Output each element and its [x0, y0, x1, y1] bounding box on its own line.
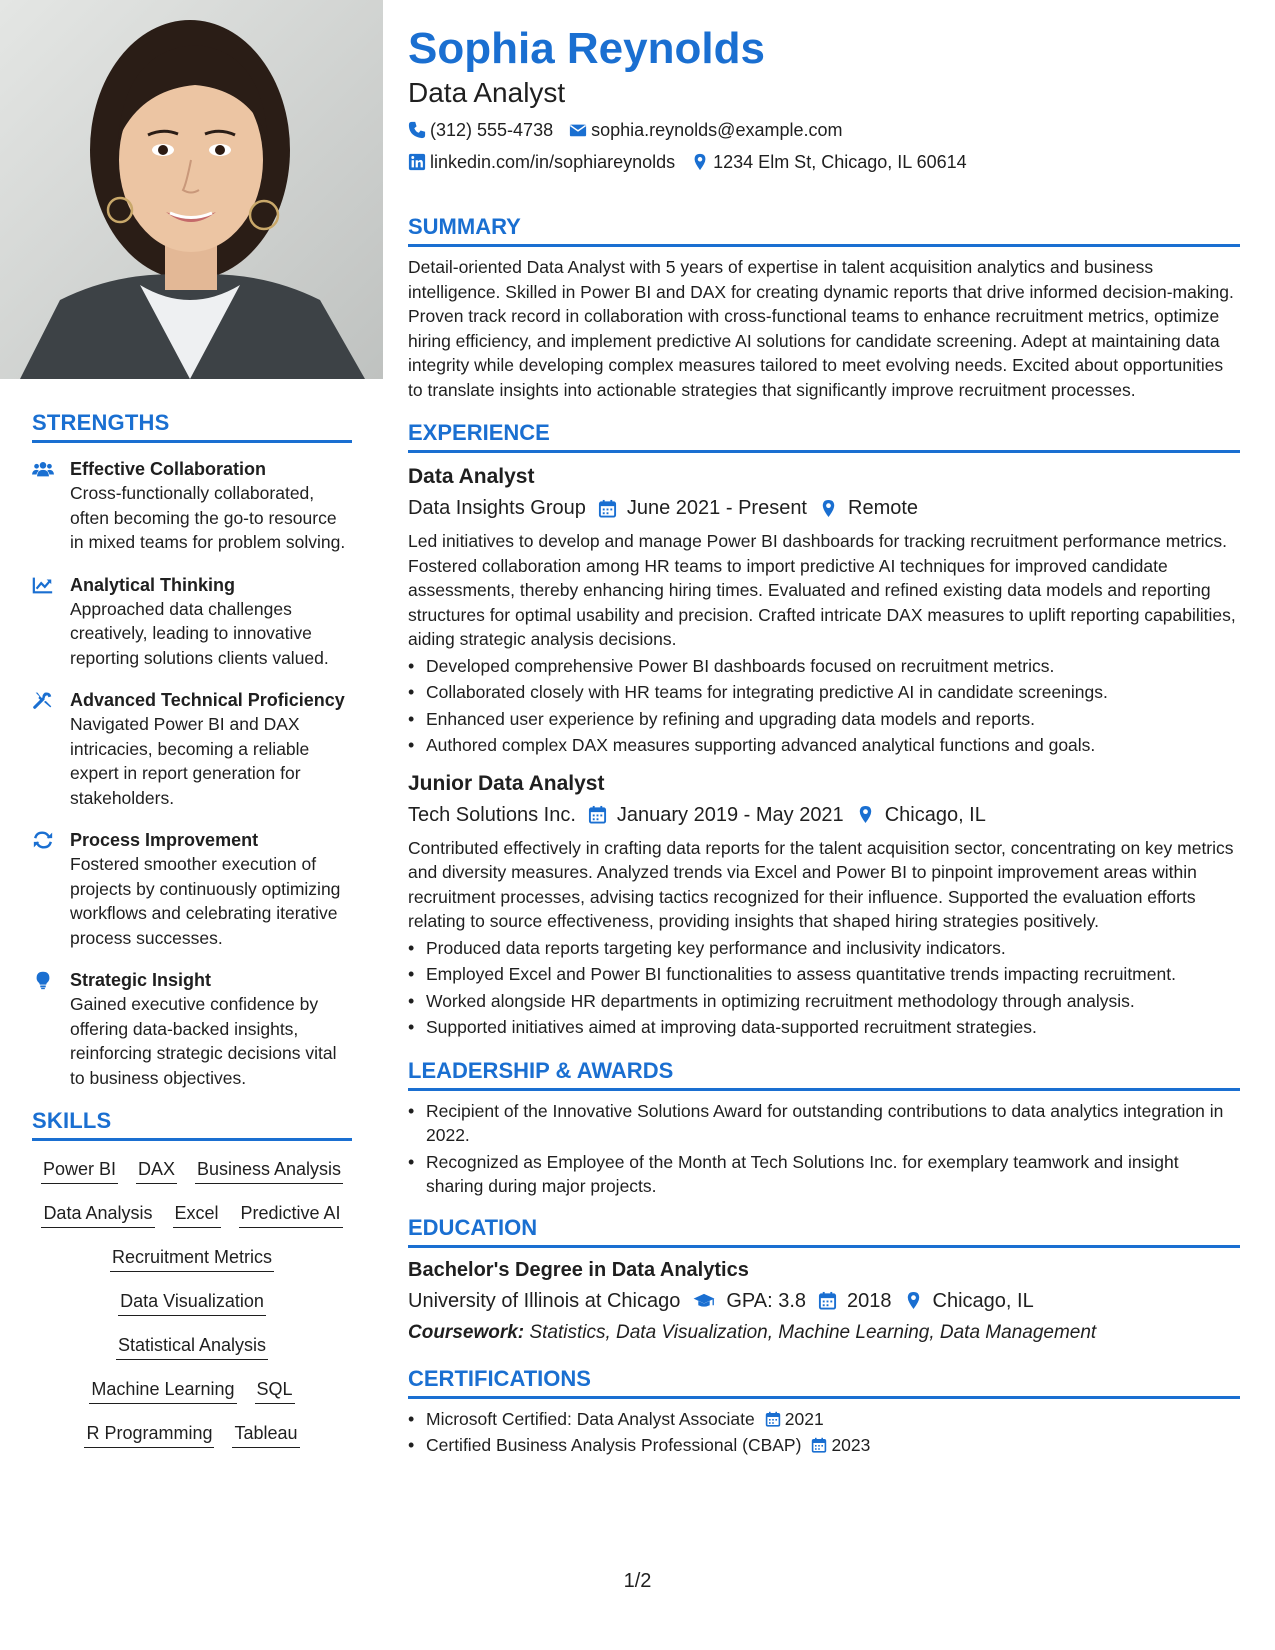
- skill-row: [116, 1333, 268, 1360]
- calendar-icon: [765, 1411, 781, 1427]
- page-number: 1/2: [623, 1570, 652, 1592]
- strength-desc: Gained executive confidence by offering data-backed insights, reinforcing strategic decisions vital to business objectives.: [70, 994, 337, 1088]
- list-item: • Recognized as Employee of the Month at Tech Solutions Inc. for exemplary teamwork and insight sharing during major projects.: [408, 1150, 1240, 1199]
- job-dates: [588, 800, 844, 830]
- list-item: • Recipient of the Innovative Solutions Award for outstanding contributions to data analytics integration in 2022.: [408, 1099, 1240, 1148]
- skill-tag: Statistical Analysis: [116, 1333, 268, 1360]
- strength-item: [32, 573, 352, 671]
- strength-title: Effective Collaboration: [70, 459, 267, 479]
- skill-tag: Data Analysis: [41, 1201, 154, 1228]
- school-location-text: Chicago, IL: [932, 1289, 1034, 1312]
- tools-icon: [32, 688, 70, 810]
- job-entry: [408, 463, 1240, 758]
- cert-name: • Certified Business Analysis Professional (CBAP): [426, 1435, 802, 1455]
- list-item: • Developed comprehensive Power BI dashboards focused on recruitment metrics.: [408, 654, 1240, 679]
- job-dates: [598, 493, 807, 523]
- list-item: • Enhanced user experience by refining and upgrading data models and reports.: [408, 707, 1240, 732]
- job-entry: [408, 770, 1240, 1040]
- leadership-section: [408, 1058, 1240, 1199]
- map-marker-icon: [691, 153, 709, 171]
- cert-year: 2021: [784, 1408, 824, 1429]
- skill-tag: Excel: [173, 1201, 221, 1228]
- users-icon: [32, 457, 70, 555]
- job-bullets: [408, 654, 1240, 758]
- leadership-list: [408, 1099, 1240, 1199]
- strength-title: Process Improvement: [70, 830, 259, 850]
- gpa-text: GPA: 3.8: [726, 1289, 807, 1312]
- email-contact[interactable]: [569, 114, 842, 146]
- list-item: • Worked alongside HR departments in optimizing recruitment methodology through analysis.: [408, 989, 1240, 1014]
- cert-date: [765, 1407, 824, 1432]
- skill-tag: Predictive AI: [239, 1201, 343, 1228]
- list-item: • Produced data reports targeting key performance and inclusivity indicators.: [408, 936, 1240, 961]
- calendar-icon: [811, 1437, 827, 1453]
- list-item: • Supported initiatives aimed at improving data-supported recruitment strategies.: [408, 1015, 1240, 1040]
- job-bullets: [408, 936, 1240, 1040]
- skill-tag: SQL: [255, 1377, 295, 1404]
- skill-tag: Power BI: [41, 1157, 118, 1184]
- map-marker-icon: [904, 1291, 923, 1310]
- cert-name: • Microsoft Certified: Data Analyst Associate: [426, 1408, 755, 1429]
- candidate-role: Data Analyst: [408, 77, 566, 108]
- linkedin-icon: [408, 153, 426, 171]
- strength-item: [32, 968, 352, 1090]
- job-meta: [408, 800, 1240, 830]
- skill-row: [41, 1201, 342, 1228]
- contact-row: [408, 114, 1240, 146]
- strength-title: Advanced Technical Proficiency: [70, 690, 345, 710]
- experience-title: EXPERIENCE: [408, 420, 1240, 453]
- calendar-icon: [598, 499, 617, 518]
- strength-title: Strategic Insight: [70, 970, 212, 990]
- strengths-list: [32, 457, 352, 1090]
- skill-tag: Machine Learning: [89, 1377, 236, 1404]
- skill-row: [89, 1377, 294, 1404]
- summary-title: SUMMARY: [408, 214, 1240, 247]
- strength-desc: Fostered smoother execution of projects by continuously optimizing workflows and celebrating iterative process successes.: [70, 854, 341, 948]
- list-item: [408, 1407, 1240, 1432]
- lightbulb-icon: [32, 968, 70, 1090]
- address-text: 1234 Elm St, Chicago, IL 60614: [713, 152, 967, 172]
- job-title: Junior Data Analyst: [408, 771, 605, 795]
- list-item: • Authored complex DAX measures supporting advanced analytical functions and goals.: [408, 733, 1240, 758]
- strengths-title: STRENGTHS: [32, 410, 352, 443]
- certifications-title: CERTIFICATIONS: [408, 1366, 1240, 1399]
- leadership-title: LEADERSHIP & AWARDS: [408, 1058, 1240, 1091]
- coursework-text: Statistics, Data Visualization, Machine Learning, Data Management: [529, 1321, 1097, 1343]
- strength-item: [32, 688, 352, 810]
- cert-date: [811, 1433, 870, 1458]
- job-company: Data Insights Group: [408, 497, 586, 519]
- degree-title: Bachelor's Degree in Data Analytics: [408, 1258, 749, 1281]
- profile-photo: [0, 0, 383, 379]
- job-description: Contributed effectively in crafting data reports for the talent acquisition sector, concentrating on key metrics and diversity measures. Analyzed trends via Excel and Power BI to pinpoint improvement areas within recruitment processes, advising tactics recognized for their influence. Supported the evaluation efforts relating to source effectiveness, providing insights that shaped hiring strategies positively.: [408, 837, 1234, 931]
- strength-desc: Navigated Power BI and DAX intricacies, becoming a reliable expert in report generation for stakeholders.: [70, 714, 310, 808]
- job-meta: [408, 493, 1240, 523]
- phone-icon: [408, 121, 426, 139]
- left-content: [32, 410, 352, 1465]
- school-location: [904, 1286, 1034, 1316]
- skill-tag: Recruitment Metrics: [110, 1245, 274, 1272]
- list-item: • Collaborated closely with HR teams for integrating predictive AI in candidate screenings.: [408, 680, 1240, 705]
- graduation-year-text: 2018: [847, 1289, 892, 1312]
- education-section: [408, 1215, 1240, 1348]
- job-company: Tech Solutions Inc.: [408, 803, 576, 826]
- address-contact: [691, 146, 967, 178]
- strength-desc: Cross-functionally collaborated, often becoming the go-to resource in mixed teams for problem solving.: [70, 483, 346, 552]
- list-item: [408, 1433, 1240, 1458]
- skill-tag: R Programming: [84, 1421, 214, 1448]
- job-dates-text: January 2019 - May 2021: [616, 803, 844, 826]
- phone-text: (312) 555-4738: [430, 120, 554, 140]
- chart-line-icon: [32, 573, 70, 671]
- job-location: [819, 493, 918, 523]
- skill-tag: DAX: [136, 1157, 177, 1184]
- job-title: Data Analyst: [408, 465, 535, 488]
- summary-text: Detail-oriented Data Analyst with 5 years of expertise in talent acquisition analytics and business intelligence. Skilled in Power BI and DAX for creating dynamic reports that drive informed decision-making. Proven track record in collaboration with cross-functional teams to enhance recruitment metrics, optimize hiring efficiency, and implement predictive AI solutions for candidate screening. Adept at maintaining data integrity while developing complex measures tailored to meet evolving needs. Excited about opportunities to translate insights into actionable strategies that significantly improve recruitment processes.: [408, 257, 1234, 400]
- strength-title: Analytical Thinking: [70, 574, 236, 595]
- strength-item: [32, 457, 352, 555]
- job-location-text: Chicago, IL: [884, 803, 986, 826]
- candidate-name: Sophia Reynolds: [408, 24, 765, 73]
- job-location: [856, 800, 986, 830]
- skill-tag: Business Analysis: [195, 1157, 343, 1184]
- education-meta: [408, 1286, 1240, 1316]
- calendar-icon: [588, 805, 607, 824]
- skill-row: [110, 1245, 274, 1272]
- job-dates-text: June 2021 - Present: [626, 497, 807, 519]
- skill-row: [84, 1421, 299, 1448]
- sync-icon: [32, 828, 70, 950]
- email-text: sophia.reynolds@example.com: [591, 120, 843, 140]
- map-marker-icon: [856, 805, 875, 824]
- summary-section: [408, 214, 1240, 402]
- coursework-label: Coursework:: [408, 1321, 525, 1343]
- coursework: [408, 1318, 1240, 1348]
- left-column: [0, 0, 383, 1650]
- list-item: • Employed Excel and Power BI functionalities to assess quantitative trends impacting recruitment.: [408, 962, 1240, 987]
- strength-item: [32, 828, 352, 950]
- linkedin-text: linkedin.com/in/sophiareynolds: [430, 152, 676, 172]
- job-location-text: Remote: [848, 497, 919, 519]
- skill-tag: Tableau: [232, 1421, 299, 1448]
- skills-title: SKILLS: [32, 1108, 352, 1141]
- cert-year: 2023: [831, 1435, 871, 1455]
- graduation-year: [818, 1286, 892, 1316]
- calendar-icon: [818, 1291, 837, 1310]
- skill-row: [41, 1157, 343, 1184]
- gpa: [692, 1286, 806, 1316]
- phone-contact[interactable]: [408, 114, 553, 146]
- contact-row: [408, 146, 1240, 178]
- certifications-section: [408, 1366, 1240, 1458]
- certifications-list: [408, 1407, 1240, 1458]
- skills-list: [32, 1157, 352, 1465]
- map-marker-icon: [819, 499, 838, 518]
- envelope-icon: [569, 121, 587, 139]
- experience-section: [408, 420, 1240, 1040]
- linkedin-contact[interactable]: [408, 146, 675, 178]
- strength-desc: Approached data challenges creatively, leading to innovative reporting solutions clients valued.: [70, 598, 329, 668]
- skill-tag: Data Visualization: [118, 1289, 266, 1316]
- job-description: Led initiatives to develop and manage Power BI dashboards for tracking recruitment performance metrics. Fostered collaboration among HR teams to import predictive AI techniques for improved candidate assessments, thereby enhancing hiring times. Evaluated and refined existing data models and reporting structures for optimal usability and precision. Crafted intricate DAX measures to uplift reporting capabilities, aiding strategic analysis decisions.: [408, 531, 1236, 649]
- school-name: University of Illinois at Chicago: [408, 1289, 681, 1312]
- graduation-cap-icon: [692, 1291, 716, 1310]
- education-title: EDUCATION: [408, 1215, 1240, 1248]
- right-column: [408, 22, 1240, 1460]
- skill-row: [118, 1289, 266, 1316]
